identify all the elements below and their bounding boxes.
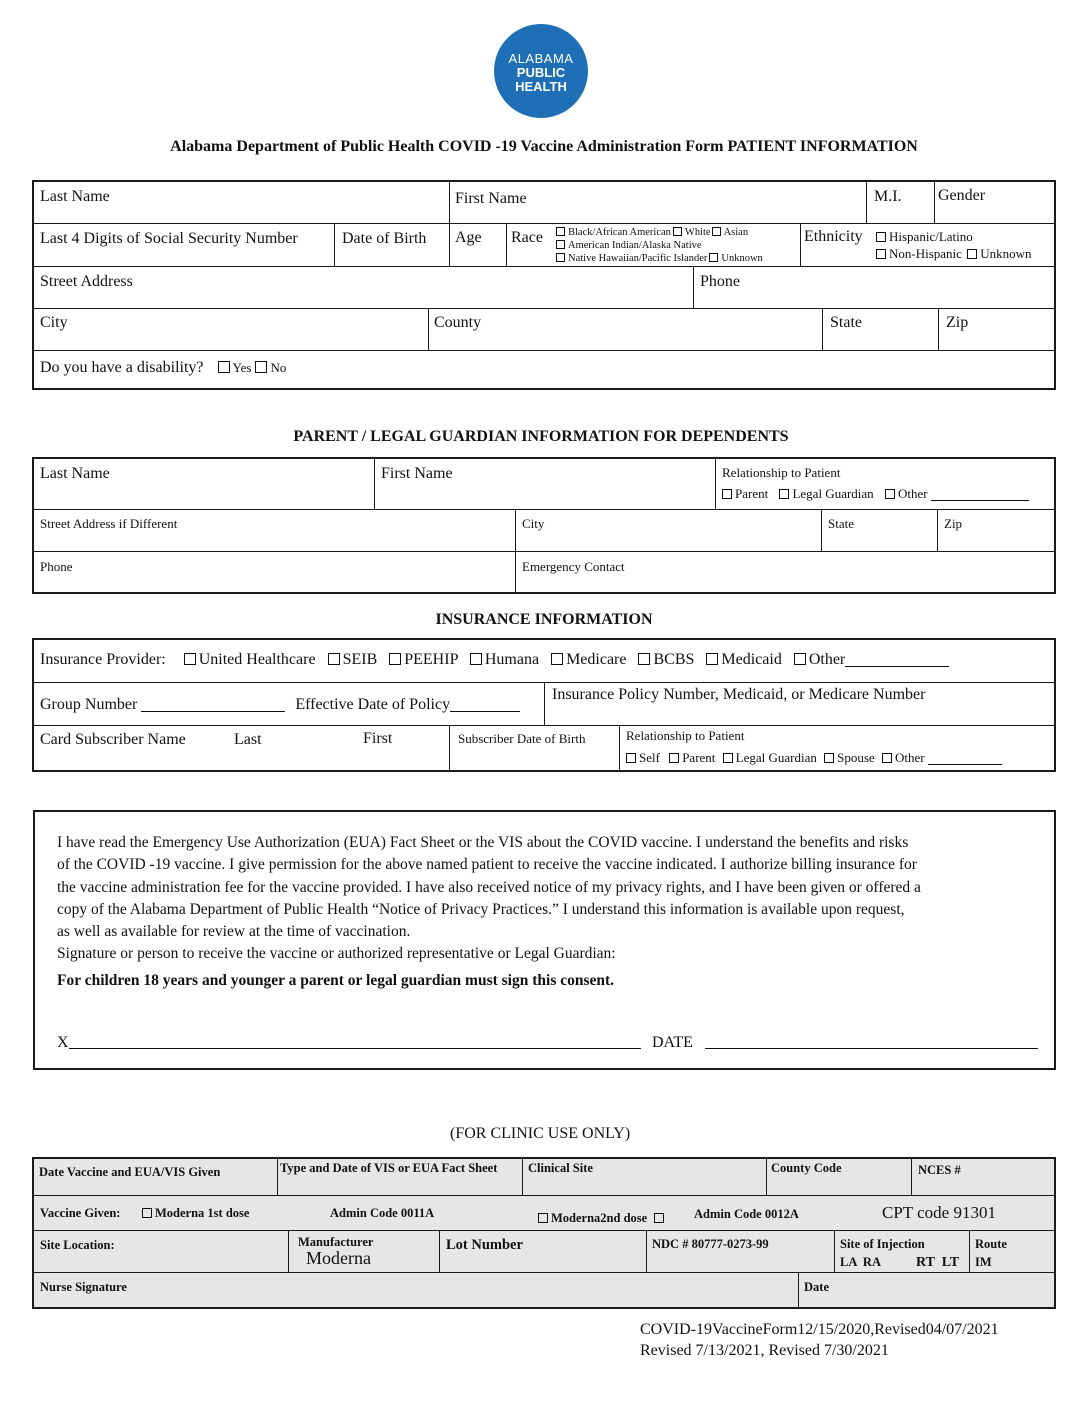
- race-black-label: Black/African American: [568, 227, 671, 238]
- ethnicity-label: Ethnicity: [804, 228, 863, 245]
- disability-no-label: No: [270, 360, 287, 375]
- eth-unknown-label: Unknown: [980, 246, 1032, 261]
- provider-other-line[interactable]: [845, 652, 949, 667]
- effective-date-label: Effective Date of Policy: [295, 696, 451, 713]
- race-options: [556, 226, 763, 265]
- provider-medicare-checkbox[interactable]: [551, 653, 563, 665]
- guardian-relationship-label: Relationship to Patient: [722, 465, 841, 480]
- date-given-field[interactable]: Date Vaccine and EUA/VIS Given: [39, 1165, 221, 1179]
- guardian-section-title: PARENT / LEGAL GUARDIAN INFORMATION FOR DEPENDENTS: [293, 428, 789, 445]
- logo-line2: PUBLIC: [516, 65, 566, 80]
- guardian-other-line[interactable]: [931, 486, 1029, 501]
- group-number-row: [40, 696, 520, 714]
- consent-line-6: Signature or person to receive the vaccine or authorized representative or Legal Guardian:: [57, 945, 616, 963]
- phone-field[interactable]: Phone: [700, 273, 740, 290]
- rel-parent-label: Parent: [682, 750, 716, 765]
- provider-seib-checkbox[interactable]: [328, 653, 340, 665]
- manufacturer-label: Manufacturer: [298, 1235, 374, 1249]
- rel-parent-checkbox[interactable]: [669, 753, 679, 763]
- provider-medicaid-label: Medicaid: [721, 651, 782, 668]
- lot-number-field[interactable]: Lot Number: [446, 1237, 523, 1253]
- guardian-other-checkbox[interactable]: [885, 489, 895, 499]
- guardian-parent-checkbox[interactable]: [722, 489, 732, 499]
- race-asian-label: Asian: [723, 227, 749, 238]
- moderna2-label: Moderna2nd dose: [551, 1211, 648, 1225]
- moderna2-option: [538, 1211, 667, 1226]
- admin-code-1: Admin Code 0011A: [330, 1206, 435, 1220]
- disability-label: Do you have a disability?: [40, 359, 204, 376]
- consent-line-3: the vaccine administration fee for the vaccine provided. I have also received notice of my privacy rights, and I have been given or offered a: [57, 878, 921, 896]
- provider-other-label: Other: [808, 651, 846, 668]
- race-white-checkbox[interactable]: [673, 227, 682, 236]
- clinic-table: [32, 1157, 1056, 1309]
- rel-spouse-label: Spouse: [837, 750, 875, 765]
- consent-line-2: of the COVID -19 vaccine. I give permission for the above named patient to receive the vaccine indicated. I authorize billing insurance for: [57, 856, 917, 874]
- adph-logo: [494, 24, 588, 118]
- clinical-site-field[interactable]: Clinical Site: [528, 1161, 593, 1175]
- insurance-provider-row: [40, 651, 949, 669]
- street-address-field[interactable]: Street Address: [40, 273, 133, 290]
- insurance-table: [32, 638, 1056, 772]
- eth-nonhispanic-label: Non-Hispanic: [889, 246, 962, 261]
- patient-mi-field[interactable]: M.I.: [874, 188, 902, 205]
- provider-peehip-checkbox[interactable]: [389, 653, 401, 665]
- provider-bcbs-label: BCBS: [653, 651, 695, 668]
- insurance-provider-label: Insurance Provider:: [40, 651, 166, 668]
- consent-date-label: DATE: [652, 1034, 693, 1051]
- rel-self-checkbox[interactable]: [626, 753, 636, 763]
- rel-other-label: Other: [894, 750, 925, 765]
- policy-number-field[interactable]: Insurance Policy Number, Medicaid, or Medicare Number: [552, 686, 926, 703]
- subscriber-relationship-label: Relationship to Patient: [626, 728, 745, 743]
- disability-no-checkbox[interactable]: [255, 361, 267, 373]
- dob-field[interactable]: Date of Birth: [342, 230, 427, 247]
- provider-peehip-label: PEEHIP: [404, 651, 458, 668]
- city-field[interactable]: City: [40, 314, 68, 331]
- site-rt-lt[interactable]: RT LT: [916, 1255, 960, 1270]
- guardian-first-name-field[interactable]: First Name: [381, 465, 453, 482]
- guardian-parent-label: Parent: [735, 486, 769, 501]
- provider-bcbs-checkbox[interactable]: [638, 653, 650, 665]
- signature-x-label: X: [57, 1034, 69, 1051]
- guardian-phone-field[interactable]: Phone: [40, 559, 73, 574]
- ssn-field[interactable]: Last 4 Digits of Social Security Number: [40, 230, 298, 247]
- consent-bold-notice: For children 18 years and younger a parent or legal guardian must sign this consent.: [57, 971, 615, 989]
- guardian-state-field[interactable]: State: [828, 516, 854, 531]
- manufacturer-value[interactable]: Moderna: [306, 1248, 371, 1268]
- guardian-relationship-options: [722, 486, 1029, 502]
- rel-other-checkbox[interactable]: [882, 753, 892, 763]
- moderna2-checkbox-b[interactable]: [654, 1213, 664, 1223]
- race-amind-checkbox[interactable]: [556, 240, 565, 249]
- race-nhpi-label: Native Hawaiian/Pacific Islander: [568, 253, 708, 264]
- race-unknown-checkbox[interactable]: [709, 253, 718, 262]
- provider-other-checkbox[interactable]: [794, 653, 806, 665]
- ethnicity-options: [876, 228, 1031, 262]
- zip-field[interactable]: Zip: [946, 314, 969, 331]
- disability-question: [40, 359, 286, 377]
- eth-unknown-checkbox[interactable]: [967, 249, 977, 259]
- logo-line1: ALABAMA: [508, 51, 574, 66]
- provider-uh-label: United Healthcare: [198, 651, 316, 668]
- group-number-field[interactable]: [141, 697, 285, 712]
- provider-humana-checkbox[interactable]: [470, 653, 482, 665]
- consent-line-4: copy of the Alabama Department of Public Health “Notice of Privacy Practices.” I understand this information is available upon request,: [57, 900, 905, 918]
- eth-hispanic-checkbox[interactable]: [876, 232, 886, 242]
- ndc-number: NDC # 80777-0273-99: [652, 1237, 769, 1251]
- logo-line3: HEALTH: [515, 79, 567, 94]
- patient-info-table: [32, 180, 1056, 390]
- moderna1-checkbox[interactable]: [142, 1208, 152, 1218]
- county-code-field[interactable]: County Code: [771, 1161, 842, 1175]
- vaccine-given-label: Vaccine Given:: [40, 1206, 121, 1220]
- patient-last-name-field[interactable]: Last Name: [40, 188, 110, 205]
- form-revision-line-1: COVID-19VaccineForm12/15/2020,Revised04/07/2021: [640, 1321, 999, 1338]
- form-revision-line-2: Revised 7/13/2021, Revised 7/30/2021: [640, 1342, 889, 1359]
- patient-gender-field[interactable]: Gender: [938, 187, 986, 204]
- moderna2-checkbox-a[interactable]: [538, 1213, 548, 1223]
- patient-first-name-field[interactable]: First Name: [455, 190, 527, 207]
- effective-date-field[interactable]: [450, 697, 520, 712]
- guardian-other-label: Other: [897, 486, 928, 501]
- provider-seib-label: SEIB: [342, 651, 378, 668]
- guardian-last-name-field[interactable]: Last Name: [40, 465, 110, 482]
- moderna1-label: Moderna 1st dose: [155, 1206, 250, 1220]
- insurance-section-title: INSURANCE INFORMATION: [435, 611, 653, 628]
- county-field[interactable]: County: [434, 314, 482, 331]
- consent-date-line[interactable]: [705, 1048, 1038, 1049]
- clinic-use-title: (FOR CLINIC USE ONLY): [450, 1125, 631, 1142]
- disability-yes-checkbox[interactable]: [218, 361, 230, 373]
- disability-yes-label: Yes: [232, 360, 252, 375]
- subscriber-name-label: Card Subscriber Name: [40, 731, 186, 748]
- consent-line-1: I have read the Emergency Use Authorization (EUA) Fact Sheet or the VIS about the COVID vaccine. I understand the benefits and risks: [57, 834, 909, 851]
- eth-nonhispanic-checkbox[interactable]: [876, 249, 886, 259]
- race-label: Race: [511, 229, 543, 246]
- race-white-label: White: [684, 227, 711, 238]
- route-label: Route: [975, 1237, 1007, 1251]
- race-amind-label: American Indian/Alaska Native: [568, 240, 702, 251]
- eth-hispanic-label: Hispanic/Latino: [889, 229, 973, 244]
- site-la-ra[interactable]: LA RA: [840, 1255, 881, 1269]
- rel-self-label: Self: [639, 750, 660, 765]
- emergency-contact-field[interactable]: Emergency Contact: [522, 559, 625, 574]
- rel-other-line[interactable]: [928, 750, 1002, 765]
- group-number-label: Group Number: [40, 696, 138, 713]
- nurse-signature-field[interactable]: Nurse Signature: [40, 1280, 127, 1294]
- admin-code-2: Admin Code 0012A: [694, 1207, 799, 1221]
- race-black-checkbox[interactable]: [556, 227, 565, 236]
- guardian-city-field[interactable]: City: [522, 516, 545, 531]
- moderna1-option: [142, 1206, 249, 1221]
- race-unknown-label: Unknown: [721, 253, 763, 264]
- provider-uh-checkbox[interactable]: [184, 653, 196, 665]
- rel-legal-checkbox[interactable]: [723, 753, 733, 763]
- route-value[interactable]: IM: [975, 1255, 992, 1269]
- subscriber-last-field[interactable]: Last: [234, 731, 262, 748]
- subscriber-relationship-options: [626, 750, 1002, 766]
- provider-humana-label: Humana: [484, 651, 540, 668]
- page-title: Alabama Department of Public Health COVID -19 Vaccine Administration Form PATIENT INFORMATION: [170, 138, 918, 155]
- age-field[interactable]: Age: [455, 229, 482, 246]
- site-location-field[interactable]: Site Location:: [40, 1238, 115, 1252]
- subscriber-first-field[interactable]: First: [363, 730, 393, 747]
- rel-spouse-checkbox[interactable]: [824, 753, 834, 763]
- cpt-code: CPT code 91301: [882, 1203, 996, 1222]
- provider-medicaid-checkbox[interactable]: [706, 653, 718, 665]
- state-field[interactable]: State: [830, 314, 862, 331]
- signature-line[interactable]: [69, 1048, 641, 1049]
- guardian-legal-label: Legal Guardian: [792, 486, 874, 501]
- consent-box: [33, 810, 1056, 1070]
- guardian-table: [32, 457, 1056, 594]
- rel-legal-label: Legal Guardian: [735, 750, 817, 765]
- guardian-legal-checkbox[interactable]: [779, 489, 789, 499]
- guardian-zip-field[interactable]: Zip: [944, 516, 963, 531]
- race-nhpi-checkbox[interactable]: [556, 253, 565, 262]
- race-asian-checkbox[interactable]: [712, 227, 721, 236]
- guardian-street-field[interactable]: Street Address if Different: [40, 516, 178, 531]
- site-injection-label: Site of Injection: [840, 1237, 925, 1251]
- consent-line-5: as well as available for review at the time of vaccination.: [57, 923, 411, 941]
- nces-field[interactable]: NCES #: [918, 1163, 961, 1177]
- provider-medicare-label: Medicare: [566, 651, 627, 668]
- nurse-date-field[interactable]: Date: [804, 1280, 829, 1294]
- vis-type-date-field[interactable]: Type and Date of VIS or EUA Fact Sheet: [280, 1161, 498, 1175]
- subscriber-dob-field[interactable]: Subscriber Date of Birth: [458, 731, 586, 746]
